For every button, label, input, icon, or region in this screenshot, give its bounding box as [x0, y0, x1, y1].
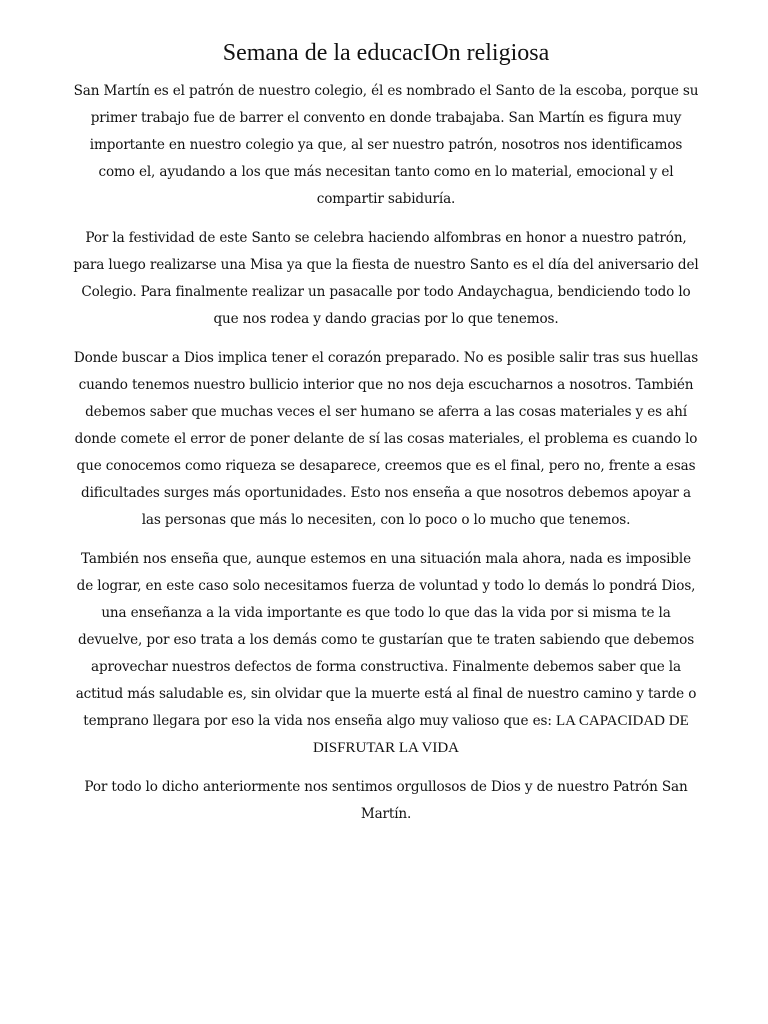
- paragraph-2: Por la festividad de este Santo se celebra haciendo alfombras en honor a nuestro patrón, para luego realizarse una Misa ya que la fiesta de nuestro Santo es el día del aniversario del Colegio. Para finalmente realizar un pasacalle por todo Andaychagua, bendiciendo todo lo que nos rodea y dando gracias por lo que tenemos.: [73, 230, 699, 327]
- document-page: [72, 36, 700, 840]
- paragraph-4-emphasis: LA CAPACIDAD DE DISFRUTAR LA VIDA: [312, 713, 689, 756]
- paragraph-4-text: También nos enseña que, aunque estemos en una situación mala ahora, nada es imposible de lograr, en este caso solo necesitamos fuerza de voluntad y todo lo demás lo pondrá Dios, una enseñanza a la vida importante es que todo lo que das la vida por si misma te la devuelve, por eso trata a los demás como te gustarían que te traten sabiendo que debemos aprovechar nuestros defectos de forma constructiva. Finalmente debemos saber que la actitud más saludable es, sin olvidar que la muerte está al final de nuestro camino y tarde o temprano llegara por eso la vida nos enseña algo muy valioso que es:: [75, 551, 697, 729]
- paragraph-4: [72, 546, 700, 762]
- closing-paragraph: Por todo lo dicho anteriormente nos sentimos orgullosos de Dios y de nuestro Patrón San Martín.: [84, 779, 688, 822]
- paragraph-3: Donde buscar a Dios implica tener el corazón preparado. No es posible salir tras sus huellas cuando tenemos nuestro bullicio interior que no nos deja escucharnos a nosotros. También debemos saber que muchas veces el ser humano se aferra a las cosas materiales y es ahí donde comete el error de poner delante de sí las cosas materiales, el problema es cuando lo que conocemos como riqueza se desaparece, creemos que es el final, pero no, frente a esas dificultades surges más oportunidades. Esto nos enseña a que nosotros debemos apoyar a las personas que más lo necesiten, con lo poco o lo mucho que tenemos.: [73, 350, 699, 528]
- paragraph-1: San Martín es el patrón de nuestro colegio, él es nombrado el Santo de la escoba, porque su primer trabajo fue de barrer el convento en donde trabajaba. San Martín es figura muy importante en nuestro colegio ya que, al ser nuestro patrón, nosotros nos identificamos como el, ayudando a los que más necesitan tanto como en lo material, emocional y el compartir sabiduría.: [73, 83, 699, 207]
- document-title: Semana de la educacIOn religiosa: [222, 40, 550, 66]
